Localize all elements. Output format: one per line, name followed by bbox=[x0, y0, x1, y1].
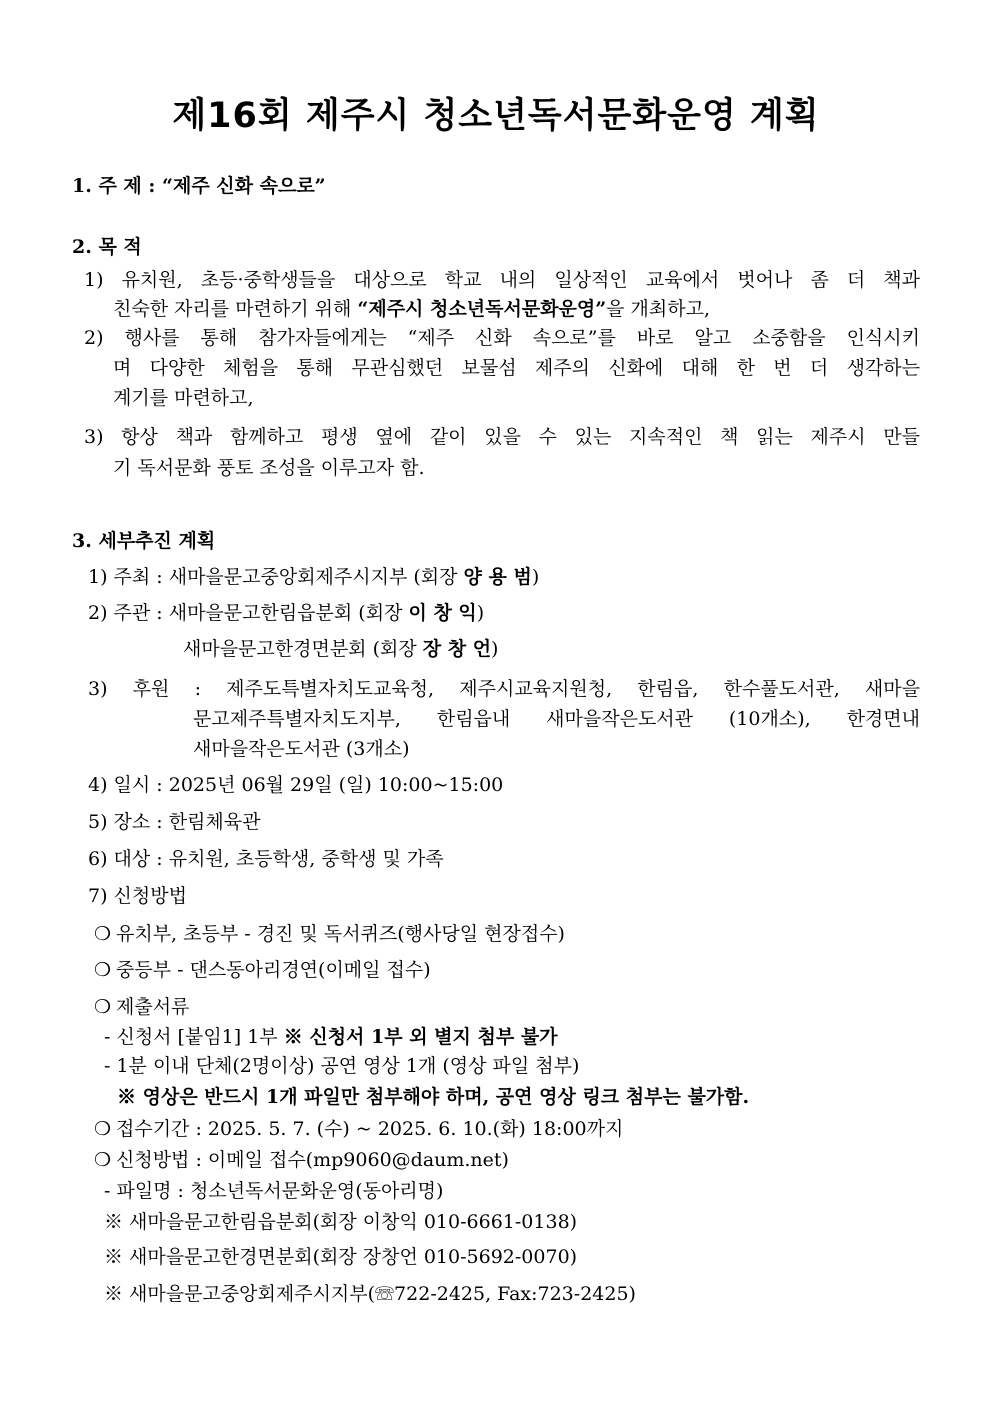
host-chair-name: 양 용 범 bbox=[463, 566, 532, 588]
page-title: 제16회 제주시 청소년독서문화운영 계획 bbox=[172, 96, 820, 136]
organizer-2-chair-name: 장 창 언 bbox=[422, 638, 492, 660]
purpose-2-line-2: 며 다양한 체험을 통해 무관심했던 보물섬 제주의 신화에 대해 한 번 더 생각하는 bbox=[113, 357, 920, 379]
apply-heading: 7) 신청방법 bbox=[88, 885, 187, 907]
period-text: 접수기간 : 2025. 5. 7. (수) ~ 2025. 6. 10.(화) 18:00까지 bbox=[116, 1118, 624, 1140]
method-line bbox=[94, 1148, 509, 1172]
filename-line: - 파일명 : 청소년독서문화운영(동아리명) bbox=[104, 1180, 444, 1202]
purpose-2-line-1: 2) 행사를 통해 참가자들에게는 “제주 신화 속으로”를 바로 알고 소중함을 인식시키 bbox=[84, 327, 920, 349]
host-line bbox=[88, 565, 539, 589]
apply-item-2-text: 중등부 - 댄스동아리경연(이메일 접수) bbox=[116, 959, 431, 981]
apply-item-1-text: 유치부, 초등부 - 경진 및 독서퀴즈(행사당일 현장접수) bbox=[116, 923, 565, 945]
video-note: ※ 영상은 반드시 1개 파일만 첨부해야 하며, 공연 영상 링크 첨부는 불가함. bbox=[117, 1086, 750, 1108]
section-3-heading: 3. 세부추진 계획 bbox=[72, 530, 216, 552]
purpose-1-text-c: 을 개최하고, bbox=[606, 298, 711, 320]
document-1-text: - 신청서 [붙임1] 1부 bbox=[104, 1026, 284, 1048]
apply-item-2 bbox=[94, 958, 431, 982]
theme-text: “제주 신화 속으로” bbox=[162, 175, 326, 197]
purpose-1-text-a: 친숙한 자리를 마련하기 위해 bbox=[113, 298, 358, 320]
program-name: “제주시 청소년독서문화운영” bbox=[357, 298, 607, 320]
contact-1-line: ※ 새마을문고한림읍분회(회장 이창익 010-6661-0138) bbox=[104, 1211, 578, 1233]
target-line: 6) 대상 : 유치원, 초등학생, 중학생 및 가족 bbox=[88, 848, 444, 870]
purpose-1-line-2 bbox=[113, 297, 710, 321]
section-theme bbox=[72, 174, 326, 198]
circle-bullet-icon: ❍ bbox=[94, 996, 112, 1018]
place-line: 5) 장소 : 한림체육관 bbox=[88, 811, 261, 833]
organizer-1-label: 2) 주관 : 새마을문고한림읍분회 (회장 bbox=[88, 602, 409, 624]
circle-bullet-icon: ❍ bbox=[94, 1118, 112, 1140]
sponsor-line-2: 문고제주특별자치도지부, 한림읍내 새마을작은도서관 (10개소), 한경면내 bbox=[193, 708, 920, 730]
document-2-line: - 1분 이내 단체(2명이상) 공연 영상 1개 (영상 파일 첨부) bbox=[104, 1055, 580, 1077]
document-1-note: ※ 신청서 1부 외 별지 첨부 불가 bbox=[283, 1026, 558, 1048]
circle-bullet-icon: ❍ bbox=[94, 923, 112, 945]
organizer-1-line bbox=[88, 601, 484, 625]
apply-item-1 bbox=[94, 922, 565, 946]
purpose-3-line-2: 기 독서문화 풍토 조성을 이루고자 함. bbox=[113, 457, 425, 479]
circle-bullet-icon: ❍ bbox=[94, 959, 112, 981]
section-1-heading: 1. 주 제 : bbox=[72, 175, 163, 197]
sponsor-line-3: 새마을작은도서관 (3개소) bbox=[193, 738, 410, 760]
host-close: ) bbox=[531, 566, 540, 588]
host-label: 1) 주최 : 새마을문고중앙회제주시지부 (회장 bbox=[88, 566, 464, 588]
document-1-line bbox=[104, 1025, 558, 1049]
sponsor-line-1: 3) 후원 : 제주도특별자치도교육청, 제주시교육지원청, 한림읍, 한수풀도서관, 새마을 bbox=[88, 678, 920, 700]
purpose-2-line-3: 계기를 마련하고, bbox=[113, 387, 254, 409]
contact-3-line: ※ 새마을문고중앙회제주시지부(☏722-2425, Fax:723-2425) bbox=[104, 1283, 636, 1305]
contact-2-line: ※ 새마을문고한경면분회(회장 장창언 010-5692-0070) bbox=[104, 1246, 578, 1268]
period-line bbox=[94, 1117, 623, 1141]
purpose-1-line-1: 1) 유치원, 초등·중학생들을 대상으로 학교 내의 일상적인 교육에서 벗어나 좀 더 책과 bbox=[84, 269, 920, 291]
purpose-3-line-1: 3) 항상 책과 함께하고 평생 옆에 같이 있을 수 있는 지속적인 책 읽는 제주시 만들 bbox=[84, 426, 920, 448]
organizer-2-close: ) bbox=[491, 638, 499, 660]
organizer-1-chair-name: 이 창 익 bbox=[408, 602, 477, 624]
organizer-2-label: 새마을문고한경면분회 (회장 bbox=[183, 638, 423, 660]
circle-bullet-icon: ❍ bbox=[94, 1149, 112, 1171]
apply-item-3 bbox=[94, 995, 189, 1019]
date-line: 4) 일시 : 2025년 06월 29일 (일) 10:00~15:00 bbox=[88, 774, 504, 796]
apply-item-3-text: 제출서류 bbox=[116, 996, 190, 1018]
method-text: 신청방법 : 이메일 접수(mp9060@daum.net) bbox=[116, 1149, 509, 1171]
section-2-heading: 2. 목 적 bbox=[72, 236, 142, 258]
organizer-2-line bbox=[183, 637, 498, 661]
organizer-1-close: ) bbox=[476, 602, 485, 624]
